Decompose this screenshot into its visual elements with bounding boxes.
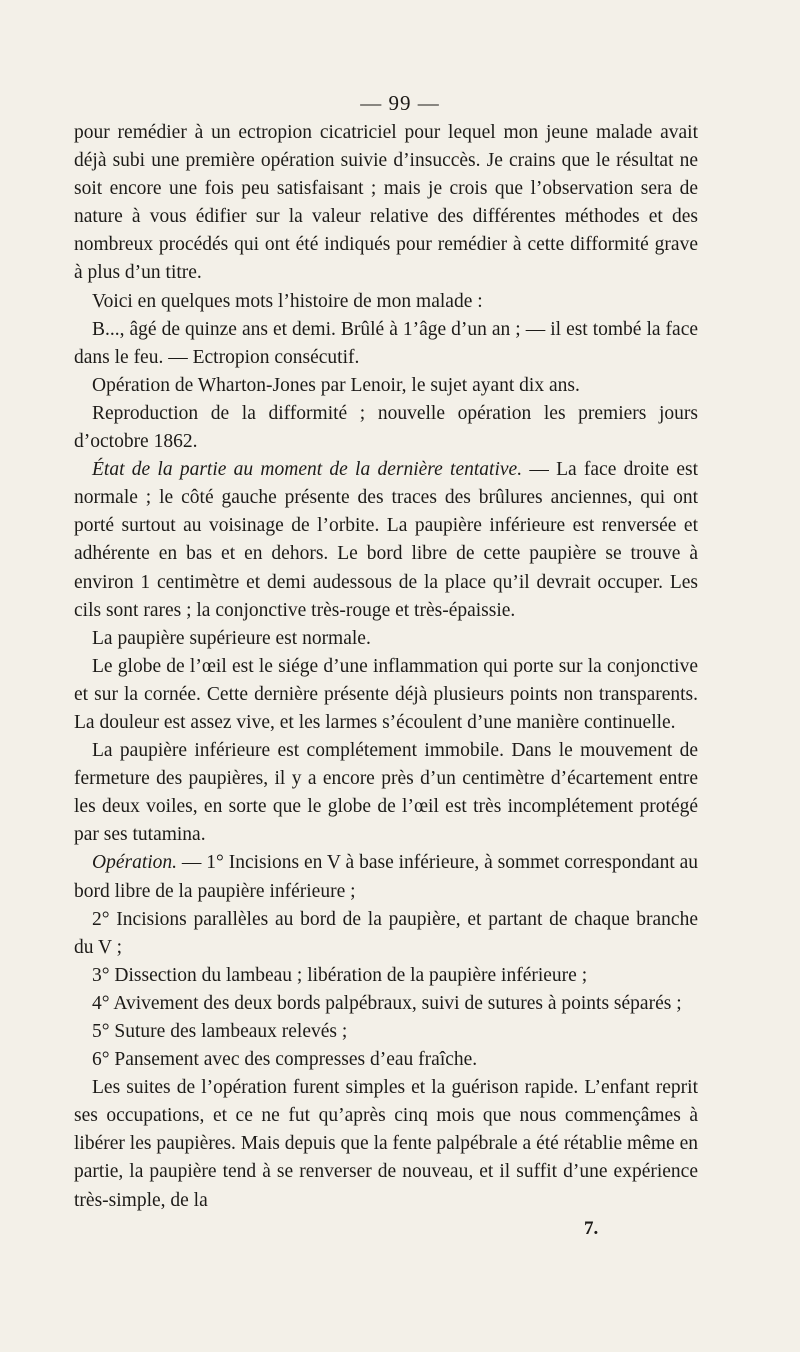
paragraph: 2° Incisions parallèles au bord de la paupière, et partant de chaque branche du V ; xyxy=(74,908,698,958)
paragraph: 6° Pansement avec des compresses d’eau fraîche. xyxy=(92,1049,478,1071)
paragraph: Voici en quelques mots l’histoire de mon malade : xyxy=(92,290,483,312)
italic-lead: État de la partie au moment de la dernière tentative. xyxy=(92,459,523,481)
paragraph: pour remédier à un ectropion cicatriciel pour lequel mon jeune malade avait déjà subi une première opération suivie d’insuccès. Je crains que le résultat ne soit encore une fois peu satisfaisant ; mais je crois que l’observation sera de nature à vous édifier sur la valeur relative des différentes méthodes et des nombreux procédés qui ont été indiqués pour remédier à cette difformité grave à plus d’un titre. xyxy=(74,122,698,284)
paragraph: B..., âgé de quinze ans et demi. Brûlé à 1’âge d’un an ; — il est tombé la face dans le feu. — Ectropion consécutif. xyxy=(74,318,698,368)
paragraph: 5° Suture des lambeaux relevés ; xyxy=(92,1021,348,1042)
paragraph: 4° Avivement des deux bords palpébraux, suivi de sutures à points séparés ; xyxy=(92,992,682,1014)
paragraph: La paupière supérieure est normale. xyxy=(92,627,371,649)
paragraph: Le globe de l’œil est le siége d’une inflammation qui porte sur la conjonctive et sur la cornée. Cette dernière présente déjà plusieurs points non transparents. La douleur est assez vive, et les larmes s’écoulent d’une manière continuelle. xyxy=(74,655,698,733)
paragraph: Opération. — 1° Incisions en V à base inférieure, à sommet correspondant au bord libre de la paupière inférieure ; xyxy=(74,852,699,902)
paragraph: 3° Dissection du lambeau ; libération de la paupière inférieure ; xyxy=(92,964,588,986)
paragraph: Reproduction de la difformité ; nouvelle opération les premiers jours d’octobre 1862. xyxy=(74,402,698,453)
paragraph: La paupière inférieure est complétement immobile. Dans le mouvement de fermeture des paupières, il y a encore près d’un centimètre d’écartement entre les deux voiles, en sorte que le globe de l’œil est très incomplétement protégé par ses tutamina. xyxy=(74,740,698,846)
paragraph: Opération de Wharton-Jones par Lenoir, le sujet ayant dix ans. xyxy=(92,374,580,396)
signature-mark: 7. xyxy=(584,1218,599,1239)
body-text xyxy=(74,119,698,1215)
page-number: — 99 — xyxy=(360,91,440,115)
paragraph: État de la partie au moment de la dernière tentative. — La face droite est normale ; le côté gauche présente des traces des brûlures anciennes, qui ont porté surtout au voisinage de l’orbite. La paupière inférieure est renversée et adhérente en bas et en dehors. Le bord libre de cette paupière se trouve à environ 1 centimètre et demi audessous de la place qu’il devrait occuper. Les cils sont rares ; la conjonctive très-rouge et très-épaissie. xyxy=(74,459,699,621)
paragraph: Les suites de l’opération furent simples et la guérison rapide. L’enfant reprit ses occupations, et ce ne fut qu’après cinq mois que nous commençâmes à libérer les paupières. Mais depuis que la fente palpébrale a été rétablie même en partie, la paupière tend à se renverser de nouveau, et il suffit d’une expérience très-simple, de la xyxy=(74,1077,698,1211)
italic-lead: Opération. xyxy=(92,852,178,874)
